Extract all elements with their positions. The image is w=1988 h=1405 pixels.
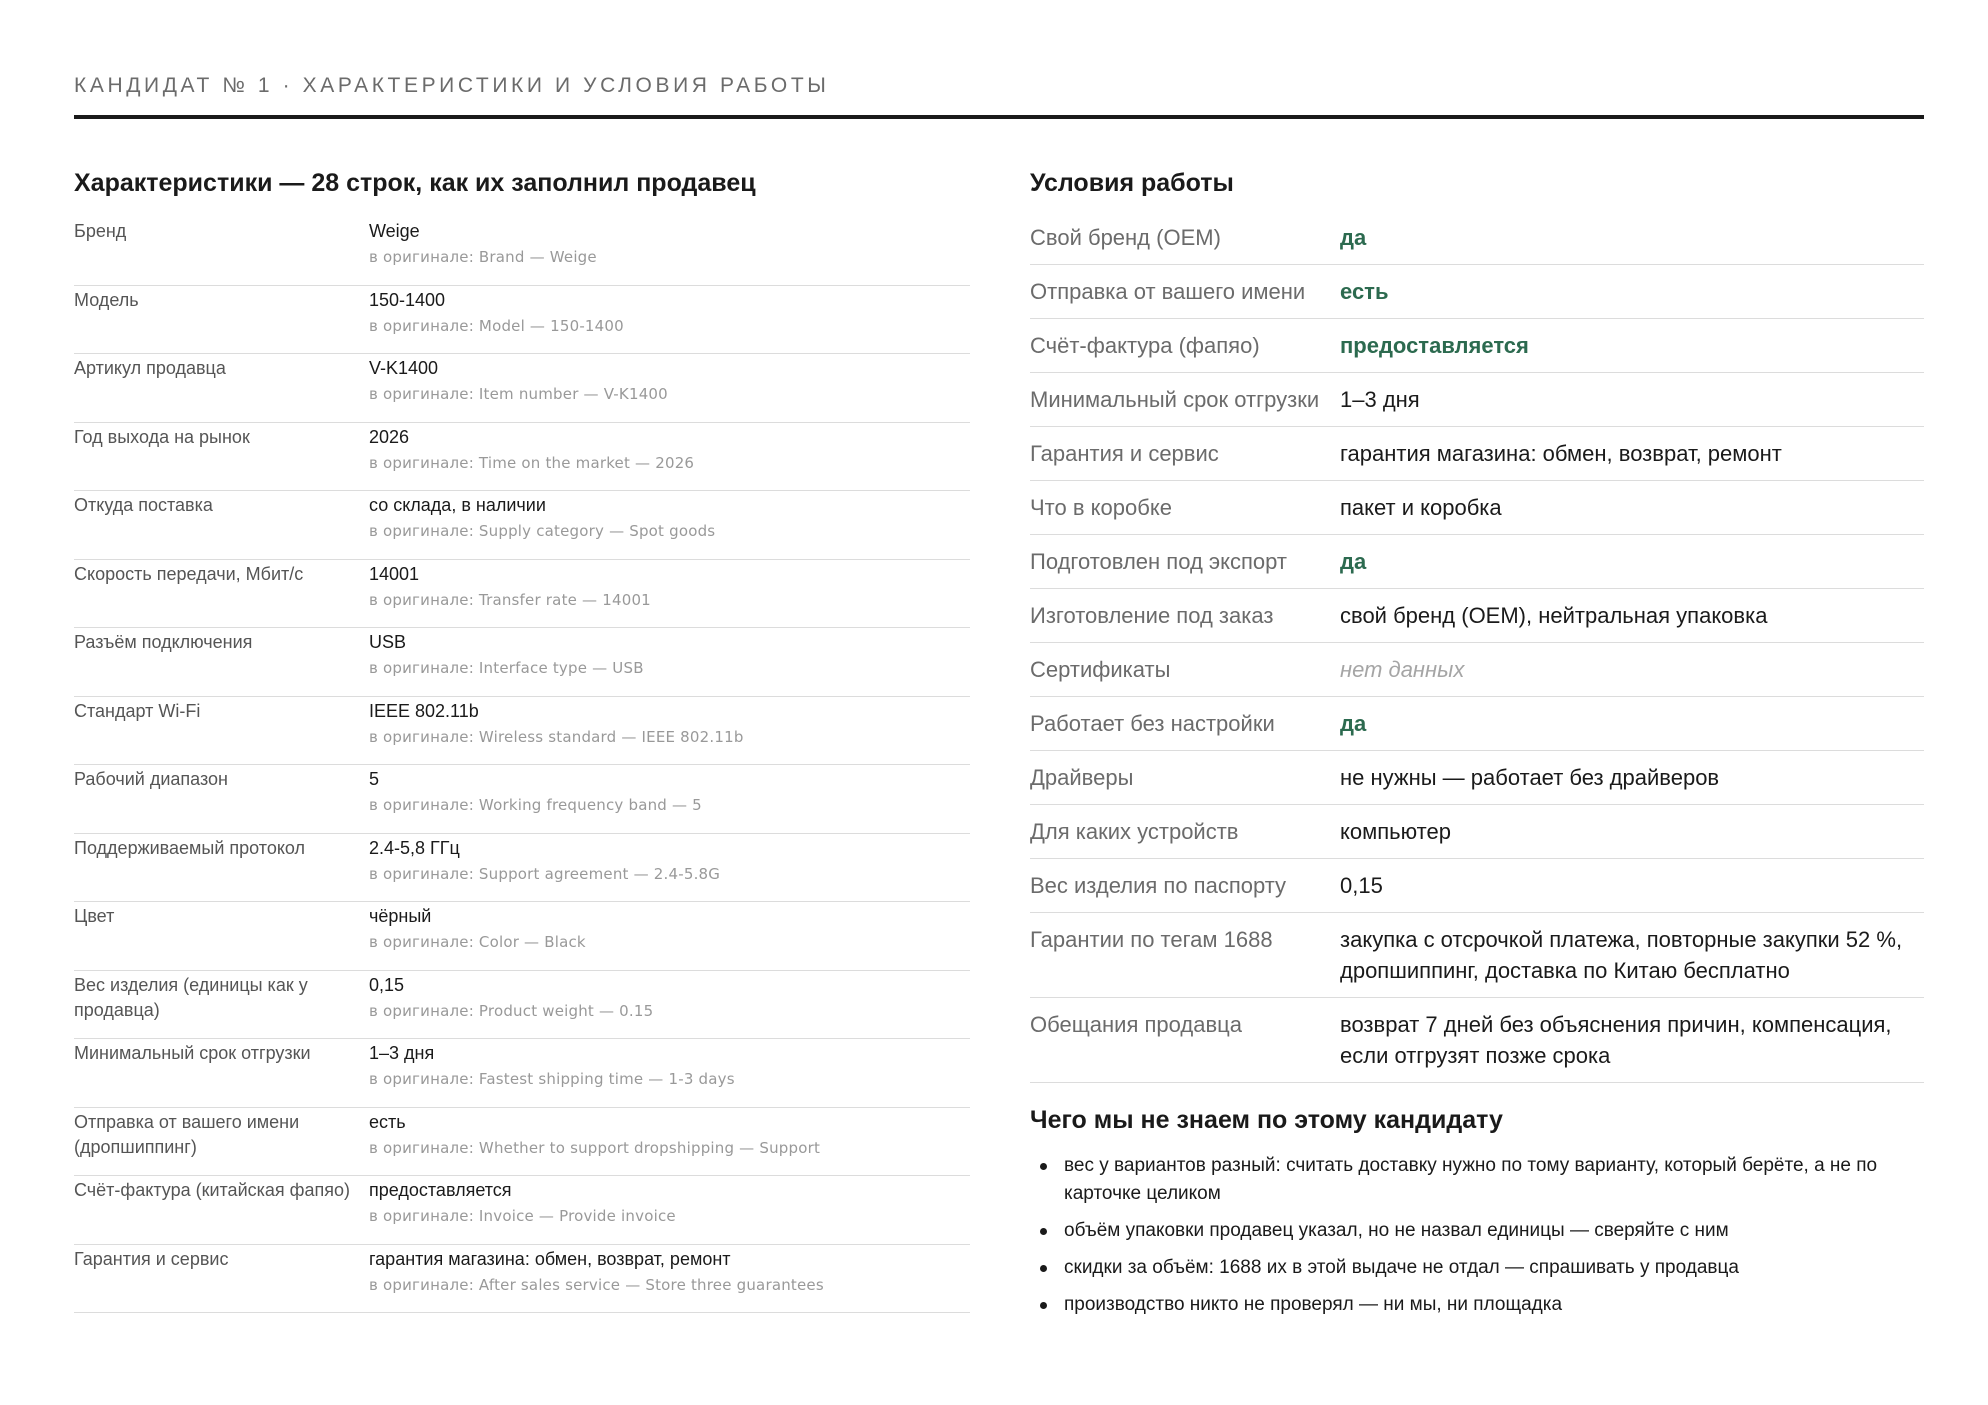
- terms-row: [1030, 373, 1924, 427]
- terms-label: Что в коробке: [1030, 495, 1172, 520]
- list-item: [1064, 1291, 1924, 1319]
- terms-label: Вес изделия по паспорту: [1030, 873, 1287, 898]
- terms-label: Сертификаты: [1030, 657, 1171, 682]
- spec-original: в оригинале: Brand — Weige: [369, 248, 597, 266]
- bullet-icon: [1040, 1265, 1047, 1272]
- terms-value: 1–3 дня: [1340, 387, 1420, 412]
- terms-value: пакет и коробка: [1340, 495, 1502, 520]
- terms-value: возврат 7 дней без объяснения причин, компенсация, если отгрузят позже срока: [1340, 1012, 1892, 1068]
- spec-row: [74, 971, 970, 1040]
- list-item: [1064, 1217, 1924, 1245]
- terms-value: да: [1340, 225, 1367, 250]
- terms-value: есть: [1340, 279, 1389, 304]
- list-item-text: вес у вариантов разный: считать доставку нужно по тому варианту, который берёте, а не по карточке целиком: [1064, 1155, 1878, 1204]
- spec-value: 5: [369, 769, 380, 789]
- spec-value: 150-1400: [369, 289, 446, 310]
- terms-label: Счёт-фактура (фапяо): [1030, 333, 1260, 358]
- spec-label: Вес изделия (единицы как у продавца): [74, 974, 308, 1020]
- terms-value: 0,15: [1340, 873, 1383, 898]
- terms-label: Для каких устройств: [1030, 819, 1239, 844]
- spec-row: [74, 765, 970, 834]
- terms-label: Подготовлен под экспорт: [1030, 549, 1287, 574]
- spec-value: 14001: [369, 563, 420, 584]
- spec-original: в оригинале: Model — 150-1400: [369, 316, 624, 335]
- spec-value: 2.4-5,8 ГГц: [369, 837, 460, 858]
- spec-label: Минимальный срок отгрузки: [74, 1043, 311, 1063]
- terms-row: [1030, 751, 1924, 805]
- specs-list: [74, 217, 970, 1313]
- spec-value: 2026: [369, 426, 410, 447]
- terms-label: Драйверы: [1030, 765, 1134, 790]
- spec-value: USB: [369, 632, 407, 652]
- terms-label: Свой бренд (OEM): [1030, 225, 1221, 250]
- terms-row: [1030, 589, 1924, 643]
- spec-original: в оригинале: Time on the market — 2026: [369, 453, 695, 472]
- terms-row: [1030, 913, 1924, 998]
- spec-value: 1–3 дня: [369, 1043, 435, 1063]
- spec-row: [74, 1176, 970, 1245]
- spec-label: Цвет: [74, 906, 115, 926]
- terms-row: [1030, 643, 1924, 697]
- unknowns-list: [1030, 1152, 1924, 1319]
- header-rule: [74, 115, 1924, 119]
- list-item-text: производство никто не проверял — ни мы, ни площадка: [1064, 1294, 1563, 1315]
- terms-section: [1030, 166, 1924, 1328]
- spec-row: [74, 902, 970, 971]
- list-item-text: объём упаковки продавец указал, но не назвал единицы — сверяйте с ним: [1064, 1220, 1729, 1241]
- terms-row: [1030, 427, 1924, 481]
- terms-row: [1030, 998, 1924, 1083]
- terms-row: [1030, 859, 1924, 913]
- bullet-icon: [1040, 1302, 1047, 1309]
- spec-original: в оригинале: Whether to support dropshipping — Support: [369, 1138, 821, 1157]
- terms-row: [1030, 805, 1924, 859]
- terms-label: Минимальный срок отгрузки: [1030, 387, 1320, 412]
- spec-original: в оригинале: Interface type — USB: [369, 659, 644, 677]
- spec-label: Гарантия и сервис: [74, 1248, 229, 1269]
- spec-row: [74, 628, 970, 697]
- spec-original: в оригинале: Wireless standard — IEEE 802.11b: [369, 727, 744, 746]
- terms-row: [1030, 535, 1924, 589]
- terms-label: Гарантия и сервис: [1030, 441, 1219, 466]
- list-item-text: скидки за объём: 1688 их в этой выдаче не отдал — спрашивать у продавца: [1064, 1257, 1739, 1278]
- spec-label: Бренд: [74, 221, 127, 241]
- terms-value: закупка с отсрочкой платежа, повторные закупки 52 %, дропшиппинг, доставка по Китаю бесплатно: [1340, 927, 1903, 983]
- spec-label: Счёт-фактура (китайская фапяо): [74, 1180, 350, 1200]
- terms-value: не нужны — работает без драйверов: [1340, 765, 1720, 790]
- specs-title: Характеристики — 28 строк, как их заполнил продавец: [74, 169, 756, 197]
- bullet-icon: [1040, 1228, 1047, 1235]
- spec-original: в оригинале: Support agreement — 2.4-5.8G: [369, 864, 721, 883]
- spec-original: в оригинале: Fastest shipping time — 1-3 days: [369, 1070, 735, 1088]
- page-header: КАНДИДАТ № 1 · ХАРАКТЕРИСТИКИ И УСЛОВИЯ РАБОТЫ: [74, 74, 830, 97]
- terms-value: гарантия магазина: обмен, возврат, ремонт: [1340, 441, 1782, 466]
- terms-row: [1030, 697, 1924, 751]
- spec-row: [74, 354, 970, 423]
- spec-label: Стандарт Wi-Fi: [74, 700, 201, 721]
- terms-value: да: [1340, 549, 1367, 574]
- terms-row: [1030, 211, 1924, 265]
- list-item: [1064, 1254, 1924, 1282]
- terms-label: Работает без настройки: [1030, 711, 1275, 736]
- bullet-icon: [1040, 1163, 1047, 1170]
- spec-row: [74, 834, 970, 903]
- spec-label: Скорость передачи, Мбит/с: [74, 563, 304, 584]
- specs-section: [74, 166, 970, 1313]
- spec-row: [74, 560, 970, 629]
- spec-value: IEEE 802.11b: [369, 700, 479, 721]
- spec-value: V-K1400: [369, 358, 439, 378]
- list-item: [1064, 1152, 1924, 1208]
- terms-row: [1030, 319, 1924, 373]
- unknowns-title: Чего мы не знаем по этому кандидату: [1030, 1106, 1503, 1134]
- spec-row: [74, 491, 970, 560]
- spec-row: [74, 1245, 970, 1314]
- terms-row: [1030, 481, 1924, 535]
- terms-title: Условия работы: [1030, 169, 1234, 197]
- spec-value: гарантия магазина: обмен, возврат, ремонт: [369, 1248, 731, 1269]
- spec-label: Поддерживаемый протокол: [74, 837, 306, 858]
- spec-original: в оригинале: Working frequency band — 5: [369, 796, 702, 814]
- spec-label: Отправка от вашего имени (дропшиппинг): [74, 1111, 300, 1157]
- spec-row: [74, 217, 970, 286]
- terms-value: свой бренд (OEM), нейтральная упаковка: [1340, 603, 1768, 628]
- terms-value: компьютер: [1340, 819, 1451, 844]
- terms-label: Гарантии по тегам 1688: [1030, 927, 1273, 952]
- spec-original: в оригинале: Transfer rate — 14001: [369, 590, 651, 609]
- terms-value: предоставляется: [1340, 333, 1529, 358]
- spec-value: Weige: [369, 221, 420, 241]
- spec-original: в оригинале: After sales service — Store three guarantees: [369, 1275, 824, 1294]
- terms-list: [1030, 211, 1924, 1083]
- terms-label: Обещания продавца: [1030, 1012, 1242, 1037]
- spec-row: [74, 286, 970, 355]
- spec-row: [74, 1108, 970, 1177]
- spec-row: [74, 1039, 970, 1108]
- unknowns-section: [1030, 1103, 1924, 1319]
- terms-value: нет данных: [1340, 657, 1465, 682]
- spec-value: 0,15: [369, 974, 405, 995]
- spec-value: со склада, в наличии: [369, 495, 546, 515]
- spec-label: Откуда поставка: [74, 495, 213, 515]
- spec-label: Модель: [74, 289, 139, 310]
- spec-row: [74, 697, 970, 766]
- spec-value: есть: [369, 1111, 406, 1132]
- spec-original: в оригинале: Color — Black: [369, 933, 586, 951]
- spec-value: чёрный: [369, 906, 432, 926]
- spec-label: Год выхода на рынок: [74, 426, 250, 447]
- spec-label: Артикул продавца: [74, 358, 226, 378]
- spec-original: в оригинале: Invoice — Provide invoice: [369, 1207, 676, 1225]
- spec-label: Рабочий диапазон: [74, 769, 228, 789]
- spec-original: в оригинале: Item number — V-K1400: [369, 385, 668, 403]
- terms-value: да: [1340, 711, 1367, 736]
- spec-value: предоставляется: [369, 1180, 512, 1200]
- terms-label: Изготовление под заказ: [1030, 603, 1274, 628]
- spec-label: Разъём подключения: [74, 632, 253, 652]
- spec-original: в оригинале: Supply category — Spot goods: [369, 522, 716, 540]
- terms-label: Отправка от вашего имени: [1030, 279, 1306, 304]
- spec-row: [74, 423, 970, 492]
- spec-original: в оригинале: Product weight — 0.15: [369, 1001, 654, 1020]
- terms-row: [1030, 265, 1924, 319]
